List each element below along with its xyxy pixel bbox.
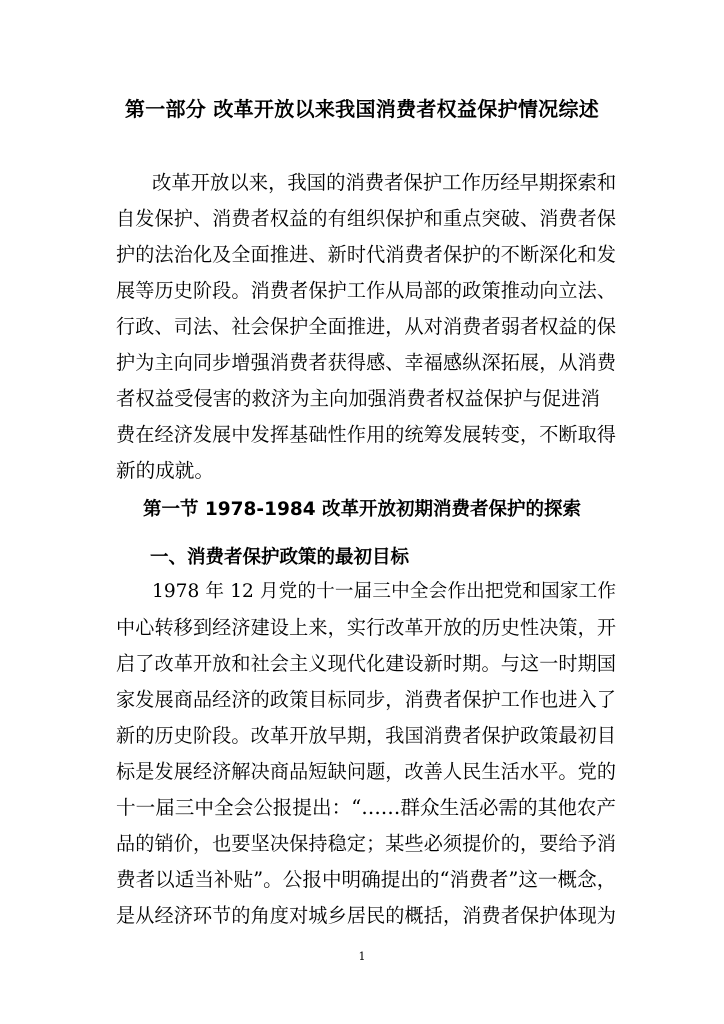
body-line: 是从经济环节的角度对城乡居民的概括，消费者保护体现为 (116, 904, 616, 927)
section-title: 第一节 1978-1984 改革开放初期消费者保护的探索 (142, 499, 582, 520)
body-line: 家发展商品经济的政策目标同步，消费者保护工作也进入了 (116, 688, 616, 711)
intro-line: 展等历史阶段。消费者保护工作从局部的政策推动向立法、 (116, 279, 616, 302)
intro-line: 费在经济发展中发挥基础性作用的统筹发展转变，不断取得 (116, 423, 616, 446)
intro-line: 行政、司法、社会保护全面推进，从对消费者弱者权益的保 (116, 315, 616, 338)
body-line: 十一届三中全会公报提出：“……群众生活必需的其他农产 (116, 796, 616, 819)
body-line: 费者以适当补贴”。公报中明确提出的“消费者”这一概念， (116, 868, 617, 891)
body-line: 启了改革开放和社会主义现代化建设新时期。与这一时期国 (116, 652, 616, 675)
page-number: 1 (358, 950, 366, 963)
intro-line: 者权益受侵害的救济为主向加强消费者权益保护与促进消 (116, 387, 600, 410)
intro-line: 护的法治化及全面推进、新时代消费者保护的不断深化和发 (116, 243, 616, 266)
intro-line: 护为主向同步增强消费者获得感、幸福感纵深拓展，从消费 (116, 351, 616, 374)
subsection-title: 一、消费者保护政策的最初目标 (150, 547, 410, 568)
intro-line: 新的成就。 (116, 459, 214, 482)
body-line: 新的历史阶段。改革开放早期，我国消费者保护政策最初目 (116, 724, 616, 747)
body-line: 标是发展经济解决商品短缺问题，改善人民生活水平。党的 (116, 760, 616, 783)
intro-line: 自发保护、消费者权益的有组织保护和重点突破、消费者保 (116, 207, 616, 230)
body-line: 1978 年 12 月党的十一届三中全会作出把党和国家工作 (152, 581, 616, 602)
body-line: 中心转移到经济建设上来，实行改革开放的历史性决策，开 (116, 616, 616, 639)
intro-line: 改革开放以来，我国的消费者保护工作历经早期探索和 (152, 171, 617, 194)
body-line: 品的销价，也要坚决保持稳定；某些必须提价的，要给予消 (116, 832, 616, 855)
part-title: 第一部分 改革开放以来我国消费者权益保护情况综述 (124, 97, 600, 121)
